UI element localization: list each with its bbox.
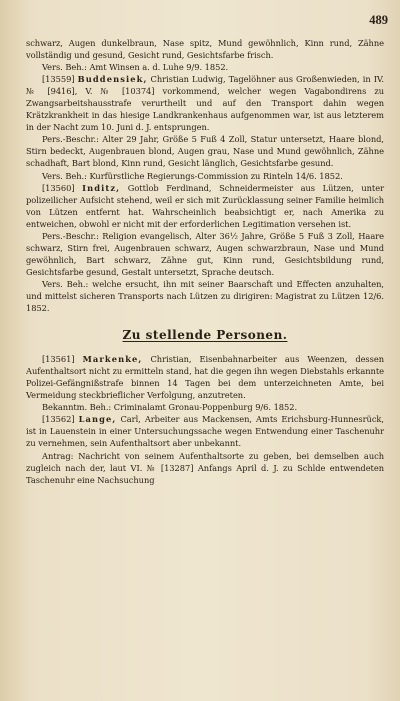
entry-paragraph: [26, 182, 384, 230]
entry-name: Buddensiek,: [77, 74, 148, 85]
paragraph: Vers. Beh.: welche ersucht, ihn mit seiner Baarschaft und Effecten anzuhalten, und mittelst sicheren Transports nach Lützen zu dirigiren: Magistrat zu Lützen 12/6. 1852.: [26, 278, 384, 314]
paragraph: Pers.-Beschr.: Alter 29 Jahr, Größe 5 Fuß 4 Zoll, Statur untersetzt, Haare blond, Stirn bedeckt, Augenbrauen blond, Augen grau, Nase und Mund gewöhnlich, Zähne schadhaft, Bart blond, Kinn rund, Gesicht länglich, Gesichtsfarbe gesund.: [26, 134, 384, 169]
entry-name: Inditz,: [82, 182, 121, 193]
entry-text: Carl, Arbeiter aus Mackensen, Amts Erichsburg-Hunnesrück, ist in Lauenstein in einer Untersuchungssache wegen Entwendung einer Taschenuhr zu vernehmen, sein Aufenthaltsort aber unbekannt.: [26, 414, 384, 449]
entry-name: Markenke,: [82, 354, 143, 365]
entry-text: Gottlob Ferdinand, Schneidermeister aus Lützen, unter polizeilicher Aufsicht stehend, weil er sich mit Zurücklassung seiner Familie heimlich von Lützen entfernt hat. Wahrscheinlich beabsichtigt er, nach Amerika zu entweichen, obwohl er nicht mit der erforderlichen Legitimation versehen ist.: [26, 182, 384, 229]
entry-number: [13562]: [42, 414, 75, 425]
entry-number: [13559]: [42, 74, 75, 85]
entry-number: [13561]: [42, 354, 75, 365]
paragraph: schwarz, Augen dunkelbraun, Nase spitz, Mund gewöhnlich, Kinn rund, Zähne vollständig und gesund, Gesicht rund, Gesichtsfarbe frisch.: [26, 38, 384, 61]
paragraph: Bekanntm. Beh.: Criminalamt Gronau-Poppenburg 9/6. 1852.: [42, 402, 298, 413]
paragraph: Antrag: Nachricht von seinem Aufenthaltsorte zu geben, bei demselben auch zugleich nach der, laut VI. № [13287] Anfangs April d. J. zu Schlde entwendeten Taschenuhr eine Nachsuchung: [26, 450, 384, 485]
section-heading: Zu stellende Personen.: [122, 328, 288, 343]
paragraph: Vers. Beh.: Kurfürstliche Regierungs-Commission zu Rinteln 14/6. 1852.: [42, 170, 343, 181]
page-number: 489: [369, 13, 388, 27]
body-text: [26, 37, 384, 486]
entry-paragraph: [26, 73, 384, 133]
entry-text: Christian Ludwig, Tagelöhner aus Großenwieden, in IV. № [9416], V. № [10374] vorkommend, welcher wegen Vagabondirens zu Zwangsarbeitshausstrafe verurtheilt und auf den Transport dahin wegen Krätzkrankheit in das hiesige Landkrankenhaus aufgenommen war, ist aus letzterem in der Nacht zum 10. Juni d. J. entsprungen.: [26, 74, 385, 133]
paragraph: Pers.-Beschr.: Religion evangelisch, Alter 36½ Jahre, Größe 5 Fuß 3 Zoll, Haare schwarz, Stirn frei, Augenbrauen schwarz, Augen schwarzbraun, Nase und Mund gewöhnlich, Bart schwarz, Zähne gut, Kinn rund, Gesichtsbildung rund, Gesichtsfarbe gesund, Gestalt untersetzt, Sprache deutsch.: [26, 230, 384, 277]
paragraph: Vers. Beh.: Amt Winsen a. d. Luhe 9/9. 1852.: [42, 62, 229, 73]
entry-text: Christian, Eisenbahnarbeiter aus Weenzen, dessen Aufenthaltsort nicht zu ermitteln stand, hat die gegen ihn wegen Diebstahls erkannte Polizei-Gefängnißstrafe binnen 14 Tagen bei dem unterzeichneten Amte, bei Vermeidung steckbrieflicher Verfolgung, anzutreten.: [26, 354, 385, 401]
entry-number: [13560]: [42, 182, 75, 193]
entry-paragraph: [26, 353, 384, 401]
entry-name: Lange,: [78, 414, 117, 425]
entry-paragraph: [26, 413, 384, 449]
